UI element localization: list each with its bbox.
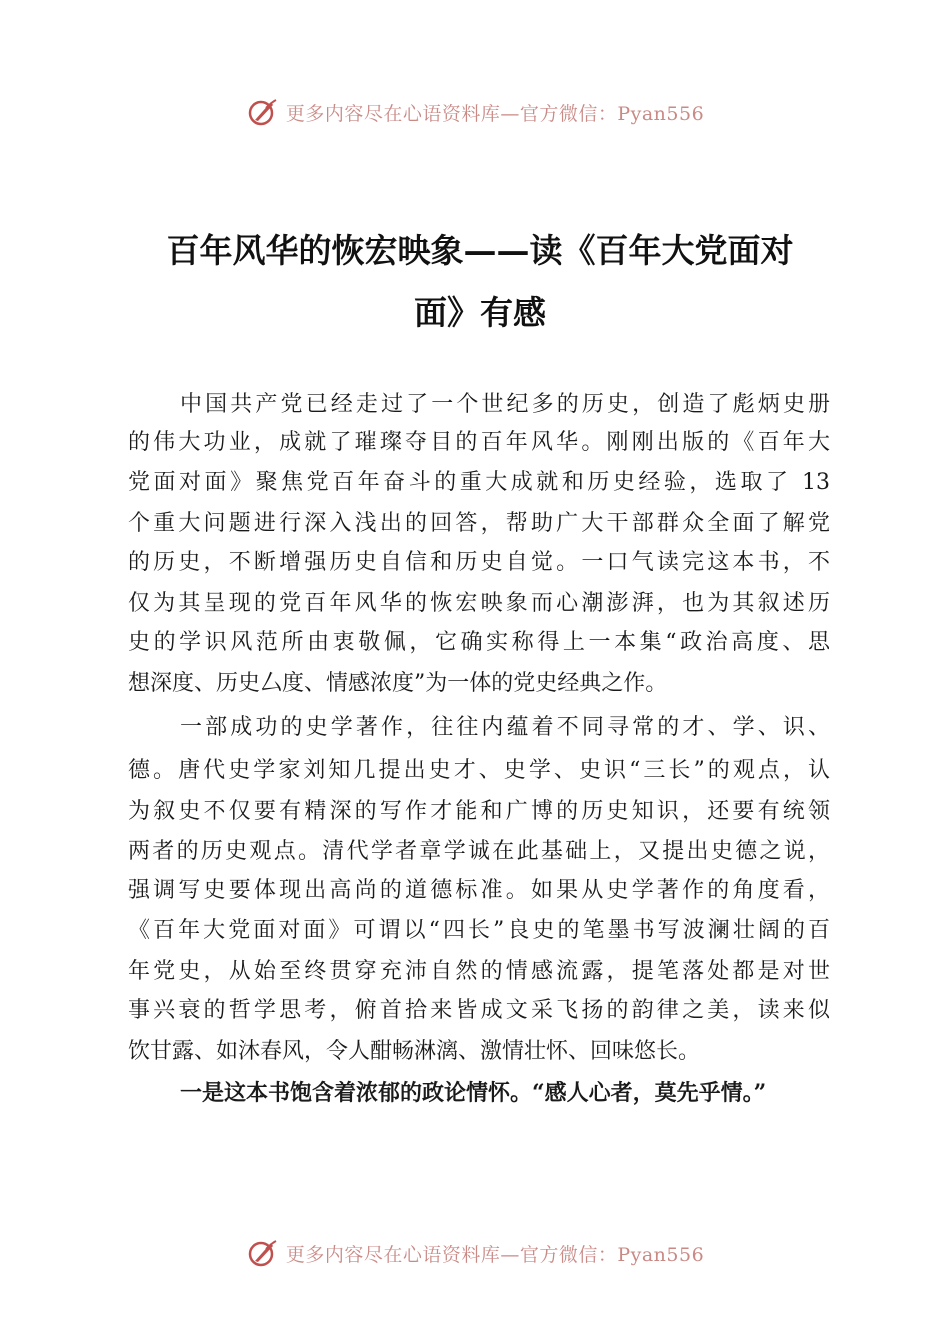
paragraph-2-line-1: 一部成功的史学著作，往往内蕴着不同寻常的才、学、识、 bbox=[180, 715, 830, 740]
paragraph-1-line-4: 个重大问题进行深入浅出的回答，帮助广大干部群众全面了解党 bbox=[128, 511, 830, 536]
paragraph-2-line-8: 事兴衰的哲学思考，俯首拾来皆成文采飞扬的韵律之美，读来似 bbox=[128, 998, 830, 1023]
header-banner-text: 更多内容尽在心语资料库—官方微信：Pyan556 bbox=[285, 102, 705, 125]
paragraph-2-line-4: 两者的历史观点。清代学者章学诚在此基础上，又提出史德之说， bbox=[128, 839, 830, 864]
paragraph-1-line-7: 史的学识风范所由衷敬佩，它确实称得上一本集“政治高度、思 bbox=[128, 630, 830, 655]
header-banner bbox=[0, 92, 950, 132]
paragraph-2-line-9: 饮甘露、如沐春风，令人酣畅淋漓、激情壮怀、回味悠长。 bbox=[128, 1039, 701, 1064]
document-title-line-2: 面》有感 bbox=[414, 293, 546, 332]
paragraph-3-line-1: 一是这本书饱含着浓郁的政论情怀。“感人心者，莫先乎情。” bbox=[180, 1080, 767, 1106]
paragraph-2-line-6: 《百年大党面对面》可谓以“四长”良史的笔墨书写波澜壮阔的百 bbox=[128, 918, 830, 943]
quill-logo-icon bbox=[246, 1237, 278, 1269]
paragraph-1-line-3: 党面对面》聚焦党百年奋斗的重大成就和历史经验，选取了 13 bbox=[128, 470, 830, 495]
paragraph-2-line-3: 为叙史不仅要有精深的写作才能和广博的历史知识，还要有统领 bbox=[128, 799, 830, 824]
paragraph-1-line-6: 仅为其呈现的党百年风华的恢宏映象而心潮澎湃，也为其叙述历 bbox=[128, 591, 830, 616]
footer-banner-text: 更多内容尽在心语资料库—官方微信：Pyan556 bbox=[285, 1243, 705, 1266]
quill-logo-icon bbox=[246, 96, 278, 128]
paragraph-2-line-2: 德。唐代史学家刘知几提出史才、史学、史识“三长”的观点，认 bbox=[128, 758, 830, 783]
footer-banner bbox=[0, 1233, 950, 1273]
paragraph-2-line-7: 年党史，从始至终贯穿充沛自然的情感流露，提笔落处都是对世 bbox=[128, 959, 830, 984]
paragraph-1-line-8: 想深度、历史厶度、情感浓度”为一体的党史经典之作。 bbox=[128, 671, 668, 696]
paragraph-1-line-5: 的历史，不断增强历史自信和历史自觉。一口气读完这本书，不 bbox=[128, 550, 830, 575]
paragraph-1-line-1: 中国共产党已经走过了一个世纪多的历史，创造了彪炳史册 bbox=[180, 392, 830, 417]
paragraph-1-line-2: 的伟大功业，成就了璀璨夺目的百年风华。刚刚出版的《百年大 bbox=[128, 430, 830, 455]
document-title-line-1: 百年风华的恢宏映象——读《百年大党面对 bbox=[166, 231, 794, 270]
paragraph-2-line-5: 强调写史要体现出高尚的道德标准。如果从史学著作的角度看， bbox=[128, 878, 830, 903]
